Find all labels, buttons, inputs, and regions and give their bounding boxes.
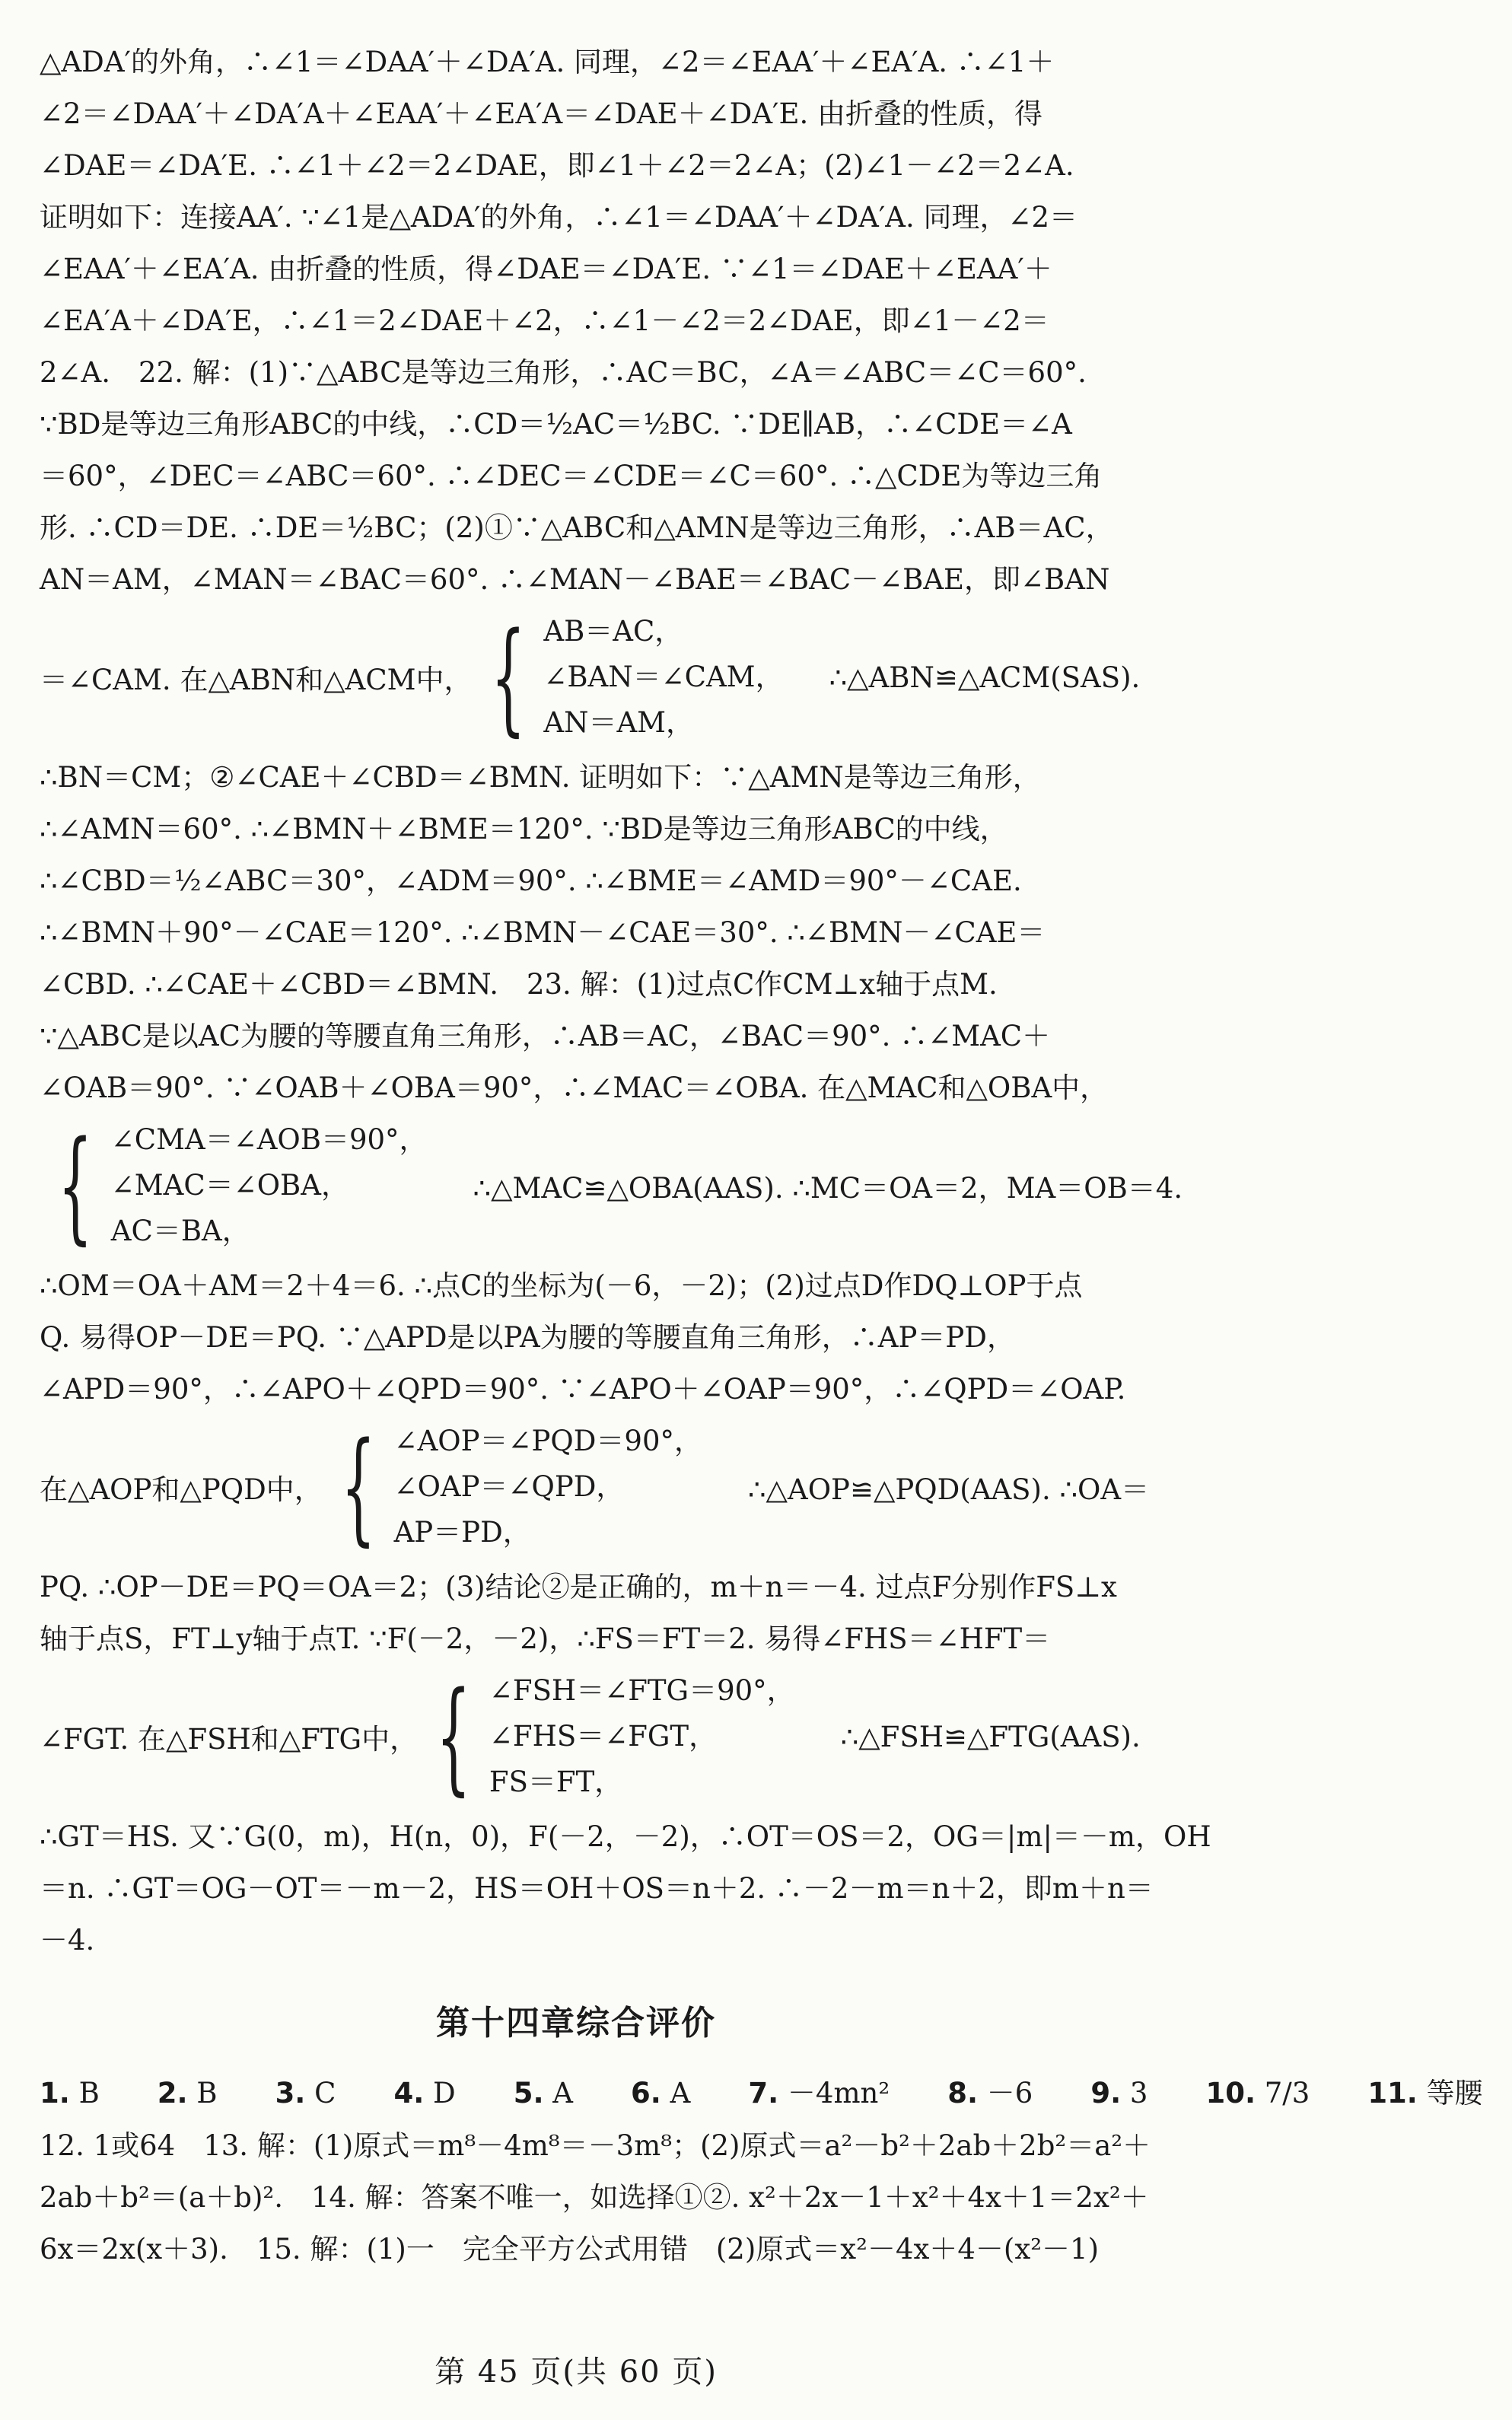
text-line: 证明如下：连接AA′. ∵∠1是△ADA′的外角，∴∠1＝∠DAA′＋∠DA′A. 同理，∠2＝ xyxy=(40,201,1078,234)
system-intro: 在△AOP和△PQD中， xyxy=(40,1473,323,1506)
answer-item: 3. C xyxy=(275,2077,336,2110)
text-line: ＝n. ∴GT＝OG－OT＝－m－2，HS＝OH＋OS＝n＋2. ∴－2－m＝n＋2，即m＋n＝ xyxy=(40,1872,1154,1905)
answer-item: 7. －4mn² xyxy=(748,2077,890,2110)
condition: ∠FHS＝∠FGT， xyxy=(489,1720,718,1753)
text-line: ∴∠BMN＋90°－∠CAE＝120°. ∴∠BMN－∠CAE＝30°. ∴∠BMN－∠CAE＝ xyxy=(40,916,1046,949)
condition: AB＝AC， xyxy=(543,615,683,648)
equation-system-2 xyxy=(40,1114,1183,1256)
condition: ∠BAN＝∠CAM， xyxy=(543,661,784,693)
system-intro: ＝∠CAM. 在△ABN和△ACM中， xyxy=(40,664,473,696)
text-line: －4. xyxy=(40,1924,95,1957)
answer-item: 5. A xyxy=(513,2077,574,2110)
text-line: ＝60°，∠DEC＝∠ABC＝60°. ∴∠DEC＝∠CDE＝∠C＝60°. ∴△CDE为等边三角 xyxy=(40,460,1103,492)
text-block-2 xyxy=(40,752,1113,1114)
system-conditions xyxy=(543,609,783,746)
text-line: ∵△ABC是以AC为腰的等腰直角三角形，∴AB＝AC，∠BAC＝90°. ∴∠MAC＋ xyxy=(40,1020,1051,1052)
left-brace: { xyxy=(490,606,526,748)
text-line: ∴∠AMN＝60°. ∴∠BMN＋∠BME＝120°. ∵BD是等边三角形ABC的中线， xyxy=(40,813,1008,845)
left-brace: { xyxy=(340,1415,376,1558)
condition: AP＝PD， xyxy=(393,1516,531,1549)
answer-item: 4. D xyxy=(393,2077,456,2110)
condition: ∠CMA＝∠AOB＝90°， xyxy=(110,1123,428,1156)
text-line: ∠2＝∠DAA′＋∠DA′A＋∠EAA′＋∠EA′A＝∠DAE＋∠DA′E. 由折叠的性质，得 xyxy=(40,97,1042,130)
system-conclusion: ∴△FSH≌△FTG(AAS). xyxy=(840,1720,1141,1753)
text-line: ∴∠CBD＝½∠ABC＝30°，∠ADM＝90°. ∴∠BME＝∠AMD＝90°－∠CAE. xyxy=(40,865,1022,897)
text-line: ∴BN＝CM；②∠CAE＋∠CBD＝∠BMN. 证明如下：∵△AMN是等边三角形， xyxy=(40,761,1041,794)
section-title: 第十四章综合评价 xyxy=(436,2004,716,2043)
text-block-5 xyxy=(40,1811,1211,1966)
text-line: 2∠A. 22. 解：(1)∵△ABC是等边三角形，∴AC＝BC，∠A＝∠ABC＝∠C＝60°. xyxy=(40,356,1087,389)
text-line: ∴GT＝HS. 又∵G(0，m)，H(n，0)，F(－2，－2)，∴OT＝OS＝2，OG＝|m|＝－m，OH xyxy=(40,1820,1211,1853)
text-line: 2ab＋b²＝(a＋b)². 14. 解：答案不唯一，如选择①②. x²＋2x－1＋x²＋4x＋1＝2x²＋ xyxy=(40,2181,1149,2214)
system-intro: ∠FGT. 在△FSH和△FTG中， xyxy=(40,1723,419,1756)
system-conclusion: ∴△MAC≌△OBA(AAS). ∴MC＝OA＝2，MA＝OB＝4. xyxy=(473,1172,1183,1205)
text-block-1 xyxy=(40,37,1113,606)
text-line: 12. 1或64 13. 解：(1)原式＝m⁸－4m⁸＝－3m⁸；(2)原式＝a²－b²＋2ab＋2b²＝a²＋ xyxy=(40,2129,1151,2162)
answer-item: 9. 3 xyxy=(1090,2077,1148,2110)
condition: AC＝BA， xyxy=(110,1215,250,1247)
system-conclusion: ∴△ABN≌△ACM(SAS). xyxy=(829,661,1141,694)
text-line: ∠EAA′＋∠EA′A. 由折叠的性质，得∠DAE＝∠DA′E. ∵∠1＝∠DAE＋∠EAA′＋ xyxy=(40,253,1052,285)
text-line: ∴OM＝OA＋AM＝2＋4＝6. ∴点C的坐标为(－6，－2)；(2)过点D作DQ⊥OP于点 xyxy=(40,1269,1083,1302)
equation-system-1 xyxy=(40,606,1141,748)
system-conclusion: ∴△AOP≌△PQD(AAS). ∴OA＝ xyxy=(748,1473,1150,1506)
left-brace: { xyxy=(57,1114,93,1256)
text-block-3 xyxy=(40,1260,1126,1415)
system-conditions xyxy=(394,1419,702,1555)
condition: ∠OAP＝∠QPD， xyxy=(393,1470,625,1503)
system-conditions xyxy=(489,1668,795,1805)
text-block-4 xyxy=(40,1562,1117,1665)
text-line: ∵BD是等边三角形ABC的中线，∴CD＝½AC＝½BC. ∵DE∥AB，∴∠CDE＝∠A xyxy=(40,408,1072,441)
equation-system-3 xyxy=(40,1415,1150,1558)
condition: ∠MAC＝∠OBA， xyxy=(110,1169,349,1202)
text-line: ∠OAB＝90°. ∵∠OAB＋∠OBA＝90°，∴∠MAC＝∠OBA. 在△MAC和△OBA中， xyxy=(40,1071,1109,1104)
text-line: 6x＝2x(x＋3). 15. 解：(1)一 完全平方公式用错 (2)原式＝x²－4x＋4－(x²－1) xyxy=(40,2233,1100,2266)
system-conditions xyxy=(111,1117,428,1254)
condition: FS＝FT， xyxy=(489,1766,623,1798)
text-line: Q. 易得OP－DE＝PQ. ∵△APD是以PA为腰的等腰直角三角形，∴AP＝PD， xyxy=(40,1321,1015,1354)
text-block-6 xyxy=(40,2120,1151,2275)
text-line: PQ. ∴OP－DE＝PQ＝OA＝2；(3)结论②是正确的，m＋n＝－4. 过点F分别作FS⊥x xyxy=(40,1571,1117,1603)
text-line: AN＝AM，∠MAN＝∠BAC＝60°. ∴∠MAN－∠BAE＝∠BAC－∠BAE，即∠BAN xyxy=(40,563,1110,596)
answer-item: 2. B xyxy=(157,2077,218,2110)
answer-item: 1. B xyxy=(40,2077,100,2110)
equation-system-4 xyxy=(40,1665,1141,1807)
left-brace: { xyxy=(436,1665,471,1807)
answer-item: 6. A xyxy=(631,2077,691,2110)
text-line: △ADA′的外角，∴∠1＝∠DAA′＋∠DA′A. 同理，∠2＝∠EAA′＋∠EA′A. ∴∠1＋ xyxy=(40,46,1055,78)
text-line: ∠CBD. ∴∠CAE＋∠CBD＝∠BMN. 23. 解：(1)过点C作CM⊥x轴于点M. xyxy=(40,968,998,1001)
text-line: ∠EA′A＋∠DA′E，∴∠1＝2∠DAE＋∠2，∴∠1－∠2＝2∠DAE，即∠1－∠2＝ xyxy=(40,304,1049,337)
text-line: ∠APD＝90°，∴∠APO＋∠QPD＝90°. ∵∠APO＋∠OAP＝90°，∴∠QPD＝∠OAP. xyxy=(40,1373,1126,1406)
condition: AN＝AM， xyxy=(543,706,695,739)
text-line: 轴于点S，FT⊥y轴于点T. ∵F(－2，－2)，∴FS＝FT＝2. 易得∠FHS＝∠HFT＝ xyxy=(40,1622,1051,1655)
page-number-footer: 第 45 页(共 60 页) xyxy=(435,2355,718,2390)
text-line: 形. ∴CD＝DE. ∴DE＝½BC；(2)①∵△ABC和△AMN是等边三角形，∴AB＝AC， xyxy=(40,511,1114,544)
answer-item: 11. 等腰 xyxy=(1367,2077,1483,2110)
answer-list xyxy=(40,2067,1483,2120)
answer-item: 10. 7/3 xyxy=(1205,2077,1310,2110)
condition: ∠AOP＝∠PQD＝90°， xyxy=(393,1425,702,1457)
condition: ∠FSH＝∠FTG＝90°， xyxy=(489,1674,795,1707)
answer-item: 8. －6 xyxy=(947,2077,1033,2110)
text-line: ∠DAE＝∠DA′E. ∴∠1＋∠2＝2∠DAE，即∠1＋∠2＝2∠A；(2)∠1－∠2＝2∠A. xyxy=(40,149,1074,182)
